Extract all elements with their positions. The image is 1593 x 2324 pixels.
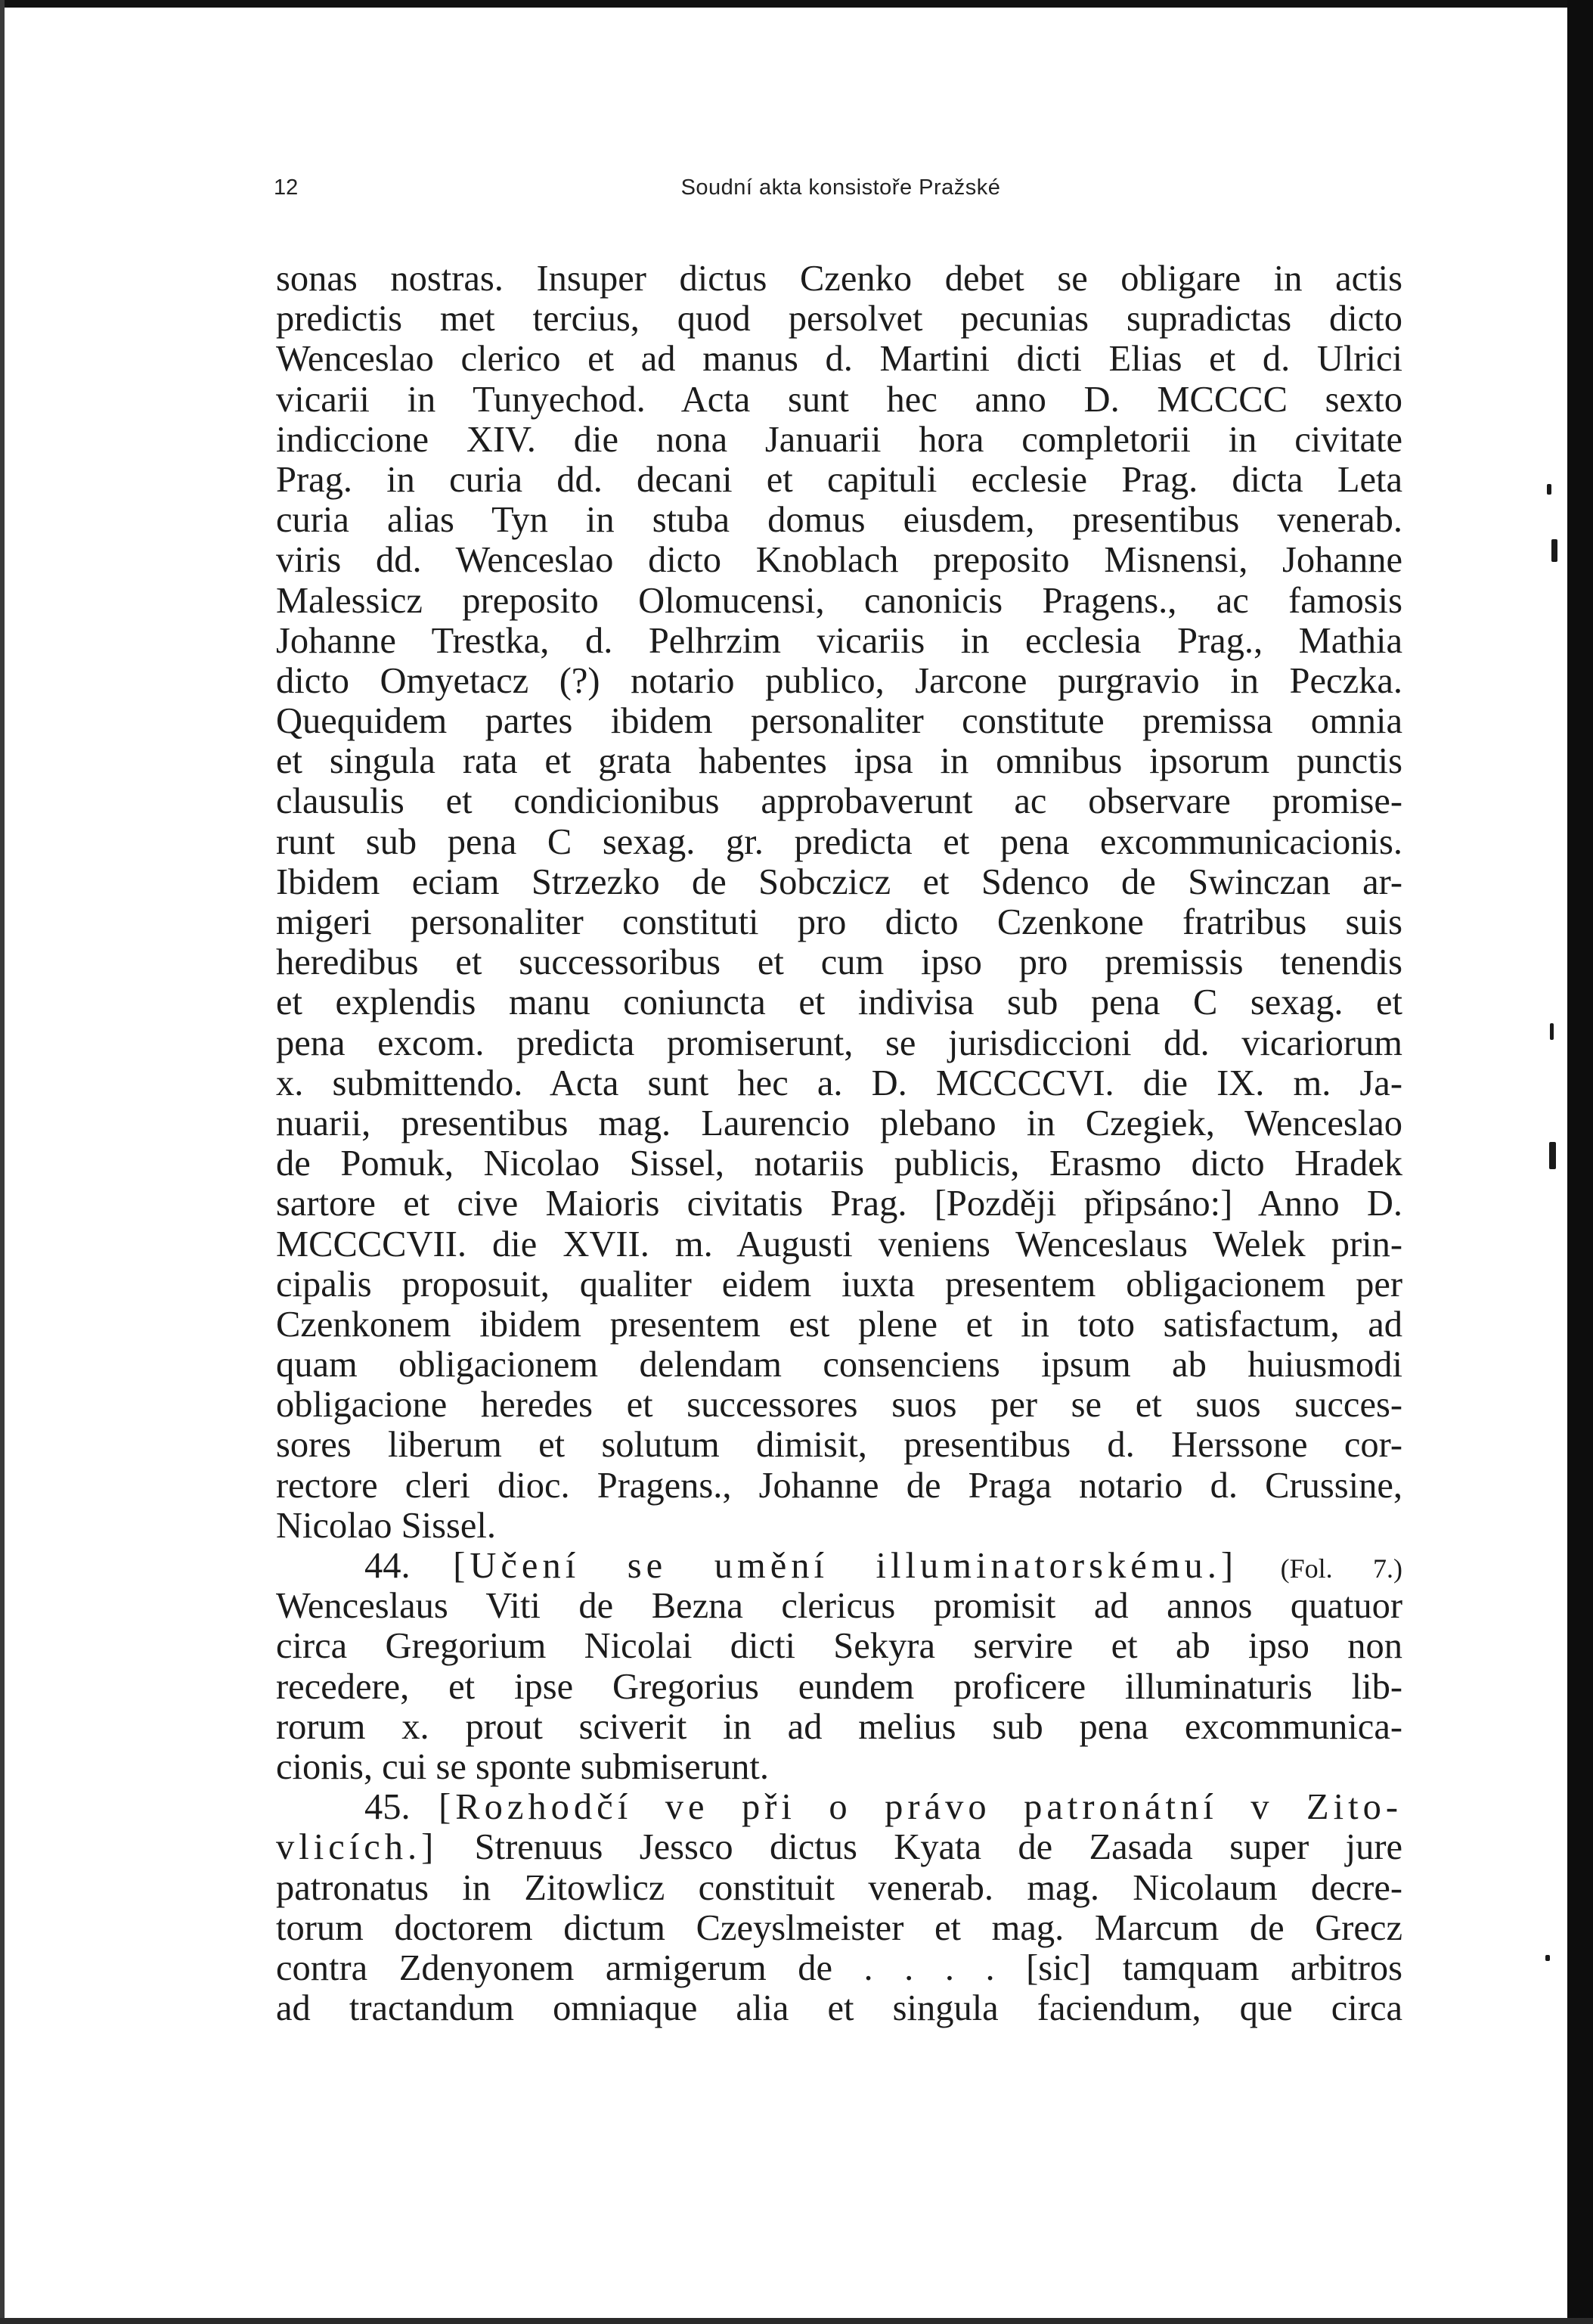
text-line: sonas nostras. Insuper dictus Czenko debet se obligare in actis bbox=[276, 259, 1402, 299]
running-title: Soudní akta konsistoře Pražské bbox=[680, 175, 1001, 200]
entry-44-line: Wenceslaus Viti de Bezna clericus promisit ad annos quatuor bbox=[276, 1586, 1402, 1627]
entry-44-line: cionis, cui se sponte submiserunt. bbox=[276, 1746, 769, 1787]
scan-speck bbox=[1550, 1023, 1554, 1040]
entry-45-first-line-rest: Strenuus Jessco dictus Kyata de Zasada super jure bbox=[474, 1827, 1402, 1868]
scan-border-right bbox=[1567, 0, 1593, 2324]
scan-speck bbox=[1545, 1955, 1550, 1961]
entry-44-line: circa Gregorium Nicolai dicti Sekyra servire et ab ipso non bbox=[276, 1626, 1402, 1667]
scan-speck bbox=[1549, 1142, 1556, 1169]
text-line: Ibidem eciam Strzezko de Sobczicz et Sdenco de Swinczan ar- bbox=[276, 861, 1402, 902]
text-line: Johanne Trestka, d. Pelhrzim vicariis in ecclesia Prag., Mathia bbox=[276, 620, 1402, 661]
text-line: x. submittendo. Acta sunt hec a. D. MCCCCVI. die IX. m. Ja- bbox=[276, 1063, 1402, 1103]
text-line: indiccione XIV. die nona Januarii hora completorii in civitate bbox=[276, 419, 1402, 460]
entry-45-number: 45. bbox=[364, 1787, 411, 1828]
entry-44-heading-line bbox=[276, 1546, 1402, 1586]
text-line: Wenceslao clerico et ad manus d. Martini dicti Elias et d. Ulrici bbox=[276, 339, 1402, 380]
text-line: et explendis manu coniuncta et indivisa sub pena C sexag. et bbox=[276, 982, 1402, 1023]
entry-44-line: recedere, et ipse Gregorius eundem proficere illuminaturis lib- bbox=[276, 1666, 1402, 1707]
entry-45-heading-part2: vlicích.] bbox=[276, 1827, 439, 1868]
text-line: Prag. in curia dd. decani et capituli ecclesie Prag. dicta Leta bbox=[276, 459, 1402, 500]
text-line: migeri personaliter constituti pro dicto Czenkone fratribus suis bbox=[276, 902, 1402, 942]
entry-45-heading-continuation bbox=[276, 1827, 1402, 1867]
text-line: runt sub pena C sexag. gr. predicta et pena excommunicacionis. bbox=[276, 821, 1402, 862]
entry-44-folio: (Fol. 7.) bbox=[1280, 1553, 1402, 1584]
text-line: pena excom. predicta promiserunt, se jurisdiccioni dd. vicariorum bbox=[276, 1022, 1402, 1063]
scan-border-bottom bbox=[0, 2318, 1593, 2324]
entry-45-heading-part1: [Rozhodčí ve při o právo patronátní v Zito- bbox=[439, 1787, 1402, 1828]
page-body bbox=[276, 259, 1402, 2028]
running-header bbox=[274, 175, 1408, 206]
text-line: quam obligacionem delendam consenciens ipsum ab huiusmodi bbox=[276, 1345, 1402, 1385]
entry-44-line: rorum x. prout sciverit in ad melius sub pena excommunica- bbox=[276, 1706, 1402, 1747]
text-line: de Pomuk, Nicolao Sissel, notariis publicis, Erasmo dicto Hradek bbox=[276, 1143, 1402, 1184]
text-line: dicto Omyetacz (?) notario publico, Jarcone purgravio in Peczka. bbox=[276, 660, 1402, 701]
page-number: 12 bbox=[274, 175, 299, 200]
text-line: vicarii in Tunyechod. Acta sunt hec anno D. MCCCC sexto bbox=[276, 379, 1402, 420]
text-line: clausulis et condicionibus approbaverunt ac observare promise- bbox=[276, 781, 1402, 822]
text-line: cipalis proposuit, qualiter eidem iuxta presentem obligacionem per bbox=[276, 1264, 1402, 1305]
text-line: Nicolao Sissel. bbox=[276, 1505, 496, 1546]
scan-border-top bbox=[0, 0, 1593, 8]
text-line: Malessicz preposito Olomucensi, canonicis Pragens., ac famosis bbox=[276, 580, 1402, 621]
scan-border-left bbox=[0, 0, 5, 2324]
text-line: nuarii, presentibus mag. Laurencio plebano in Czegiek, Wenceslao bbox=[276, 1103, 1402, 1143]
entry-44-heading: [Učení se umění illuminatorskému.] bbox=[453, 1546, 1238, 1586]
entry-44-number: 44. bbox=[364, 1546, 411, 1586]
text-line: viris dd. Wenceslao dicto Knoblach preposito Misnensi, Johanne bbox=[276, 540, 1402, 581]
text-line: predictis met tercius, quod persolvet pecunias supradictas dicto bbox=[276, 299, 1402, 340]
text-line: MCCCCVII. die XVII. m. Augusti veniens Wenceslaus Welek prin- bbox=[276, 1224, 1402, 1264]
text-line: obligacione heredes et successores suos per se et suos succes- bbox=[276, 1385, 1402, 1426]
text-line: heredibus et successoribus et cum ipso pro premissis tenendis bbox=[276, 942, 1402, 983]
text-line: sores liberum et solutum dimisit, presentibus d. Herssone cor- bbox=[276, 1425, 1402, 1466]
text-line: et singula rata et grata habentes ipsa in omnibus ipsorum punctis bbox=[276, 741, 1402, 782]
entry-45-line: torum doctorem dictum Czeyslmeister et mag. Marcum de Grecz bbox=[276, 1907, 1402, 1948]
text-line: rectore cleri dioc. Pragens., Johanne de Praga notario d. Crussine, bbox=[276, 1465, 1402, 1506]
entry-45-line: ad tractandum omniaque alia et singula faciendum, que circa bbox=[276, 1988, 1402, 2029]
entry-45-heading-line bbox=[276, 1787, 1402, 1827]
text-line: sartore et cive Maioris civitatis Prag. [Později připsáno:] Anno D. bbox=[276, 1184, 1402, 1224]
text-line: Czenkonem ibidem presentem est plene et in toto satisfactum, ad bbox=[276, 1304, 1402, 1345]
text-line: Quequidem partes ibidem personaliter constitute premissa omnia bbox=[276, 701, 1402, 742]
text-line: curia alias Tyn in stuba domus eiusdem, presentibus venerab. bbox=[276, 500, 1402, 541]
scan-speck bbox=[1551, 539, 1557, 562]
scan-speck bbox=[1547, 484, 1551, 495]
entry-45-line: contra Zdenyonem armigerum de . . . . [sic] tamquam arbitros bbox=[276, 1947, 1402, 1988]
entry-45-line: patronatus in Zitowlicz constituit venerab. mag. Nicolaum decre- bbox=[276, 1867, 1402, 1908]
